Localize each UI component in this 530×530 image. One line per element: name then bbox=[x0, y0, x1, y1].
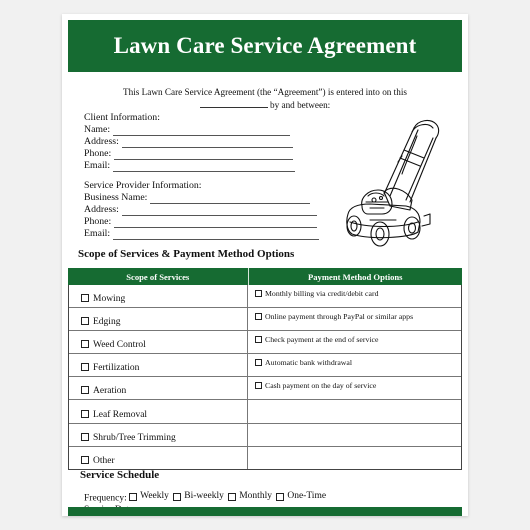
frequency-label: Frequency: bbox=[84, 493, 127, 504]
service-cell bbox=[69, 424, 248, 446]
client-phone-field[interactable] bbox=[114, 150, 293, 160]
frequency-row bbox=[84, 491, 344, 505]
client-phone-label: Phone: bbox=[84, 148, 112, 160]
checkbox-icon[interactable] bbox=[255, 359, 262, 366]
provider-info-heading: Service Provider Information: bbox=[84, 180, 202, 191]
table-row bbox=[69, 307, 461, 330]
service-label: Other bbox=[93, 455, 115, 466]
client-email-field[interactable] bbox=[113, 162, 295, 172]
schedule-title: Service Schedule bbox=[80, 469, 160, 481]
client-name-row bbox=[84, 124, 295, 136]
provider-email-field[interactable] bbox=[113, 230, 319, 240]
client-info bbox=[84, 112, 295, 172]
checkbox-icon[interactable] bbox=[81, 294, 89, 302]
payment-label: Online payment through PayPal or similar apps bbox=[265, 312, 414, 322]
client-address-label: Address: bbox=[84, 136, 119, 148]
checkbox-icon[interactable] bbox=[81, 363, 89, 371]
checkbox-icon[interactable] bbox=[173, 493, 181, 501]
payment-cell bbox=[248, 447, 461, 469]
lawn-mower-icon bbox=[340, 110, 458, 250]
checkbox-icon[interactable] bbox=[81, 386, 89, 394]
provider-address-label: Address: bbox=[84, 204, 119, 216]
service-label: Shrub/Tree Trimming bbox=[93, 432, 176, 443]
service-cell bbox=[69, 331, 248, 353]
frequency-biweekly[interactable]: Bi-weekly bbox=[173, 491, 224, 502]
table-header bbox=[68, 268, 462, 285]
provider-phone-label: Phone: bbox=[84, 216, 112, 228]
title-banner bbox=[68, 20, 462, 72]
payment-cell bbox=[248, 308, 461, 330]
client-name-field[interactable] bbox=[113, 126, 290, 136]
payment-cell bbox=[248, 377, 461, 399]
agreement-page bbox=[62, 14, 468, 516]
services-payment-table bbox=[68, 268, 462, 470]
payment-label: Check payment at the end of service bbox=[265, 335, 379, 345]
client-email-label: Email: bbox=[84, 160, 111, 172]
service-cell bbox=[69, 354, 248, 376]
frequency-monthly[interactable]: Monthly bbox=[228, 491, 272, 502]
checkbox-icon[interactable] bbox=[81, 340, 89, 348]
provider-address-row bbox=[84, 204, 319, 216]
checkbox-icon[interactable] bbox=[81, 433, 89, 441]
provider-email-row bbox=[84, 228, 319, 240]
payment-header: Payment Method Options bbox=[308, 271, 403, 282]
date-blank[interactable] bbox=[200, 98, 268, 108]
table-row bbox=[69, 399, 461, 422]
checkbox-icon[interactable] bbox=[228, 493, 236, 501]
provider-business-row bbox=[84, 192, 319, 204]
checkbox-icon[interactable] bbox=[81, 456, 89, 464]
provider-phone-field[interactable] bbox=[114, 218, 317, 228]
client-address-field[interactable] bbox=[122, 138, 293, 148]
table-row bbox=[69, 376, 461, 399]
scope-header: Scope of Services bbox=[68, 268, 249, 285]
intro-line-1: This Lawn Care Service Agreement (the “Agreement”) is entered into on this bbox=[123, 87, 407, 97]
intro-text bbox=[80, 86, 450, 111]
table-row bbox=[69, 330, 461, 353]
payment-label: Cash payment on the day of service bbox=[265, 381, 377, 391]
client-address-row bbox=[84, 136, 295, 148]
provider-address-field[interactable] bbox=[122, 206, 317, 216]
service-label: Aeration bbox=[93, 386, 127, 397]
service-label: Edging bbox=[93, 317, 121, 328]
intro-line-2-text: by and between: bbox=[270, 100, 331, 110]
table-row bbox=[69, 446, 461, 469]
provider-business-label: Business Name: bbox=[84, 192, 148, 204]
checkbox-icon[interactable] bbox=[276, 493, 284, 501]
checkbox-icon[interactable] bbox=[129, 493, 137, 501]
service-cell bbox=[69, 308, 248, 330]
client-phone-row bbox=[84, 148, 295, 160]
service-label: Mowing bbox=[93, 294, 126, 305]
service-cell bbox=[69, 377, 248, 399]
payment-cell bbox=[248, 424, 461, 446]
page-title: Lawn Care Service Agreement bbox=[113, 33, 417, 58]
table-row bbox=[69, 353, 461, 376]
checkbox-icon[interactable] bbox=[255, 382, 262, 389]
table-row bbox=[69, 423, 461, 446]
checkbox-icon[interactable] bbox=[81, 410, 89, 418]
service-cell bbox=[69, 447, 248, 469]
payment-label: Automatic bank withdrawal bbox=[265, 358, 353, 368]
service-cell bbox=[69, 285, 248, 307]
client-info-heading: Client Information: bbox=[84, 112, 160, 123]
checkbox-icon[interactable] bbox=[81, 317, 89, 325]
service-label: Fertilization bbox=[93, 363, 140, 374]
checkbox-icon[interactable] bbox=[255, 313, 262, 320]
payment-cell bbox=[248, 400, 461, 422]
client-name-label: Name: bbox=[84, 124, 111, 136]
payment-cell bbox=[248, 354, 461, 376]
provider-info bbox=[84, 180, 319, 240]
payment-cell bbox=[248, 331, 461, 353]
options-section-title: Scope of Services & Payment Method Options bbox=[78, 248, 295, 260]
provider-business-field[interactable] bbox=[150, 194, 310, 204]
service-cell bbox=[69, 400, 248, 422]
provider-phone-row bbox=[84, 216, 319, 228]
client-email-row bbox=[84, 160, 295, 172]
checkbox-icon[interactable] bbox=[255, 290, 262, 297]
provider-email-label: Email: bbox=[84, 228, 111, 240]
frequency-one-time[interactable]: One-Time bbox=[276, 491, 326, 502]
table-row bbox=[69, 285, 461, 307]
footer-bar bbox=[68, 507, 462, 516]
frequency-weekly[interactable]: Weekly bbox=[129, 491, 169, 502]
service-label: Weed Control bbox=[93, 340, 146, 351]
payment-cell bbox=[248, 285, 461, 307]
table-body bbox=[68, 285, 462, 470]
checkbox-icon[interactable] bbox=[255, 336, 262, 343]
payment-label: Monthly billing via credit/debit card bbox=[265, 289, 379, 298]
service-label: Leaf Removal bbox=[93, 409, 148, 420]
